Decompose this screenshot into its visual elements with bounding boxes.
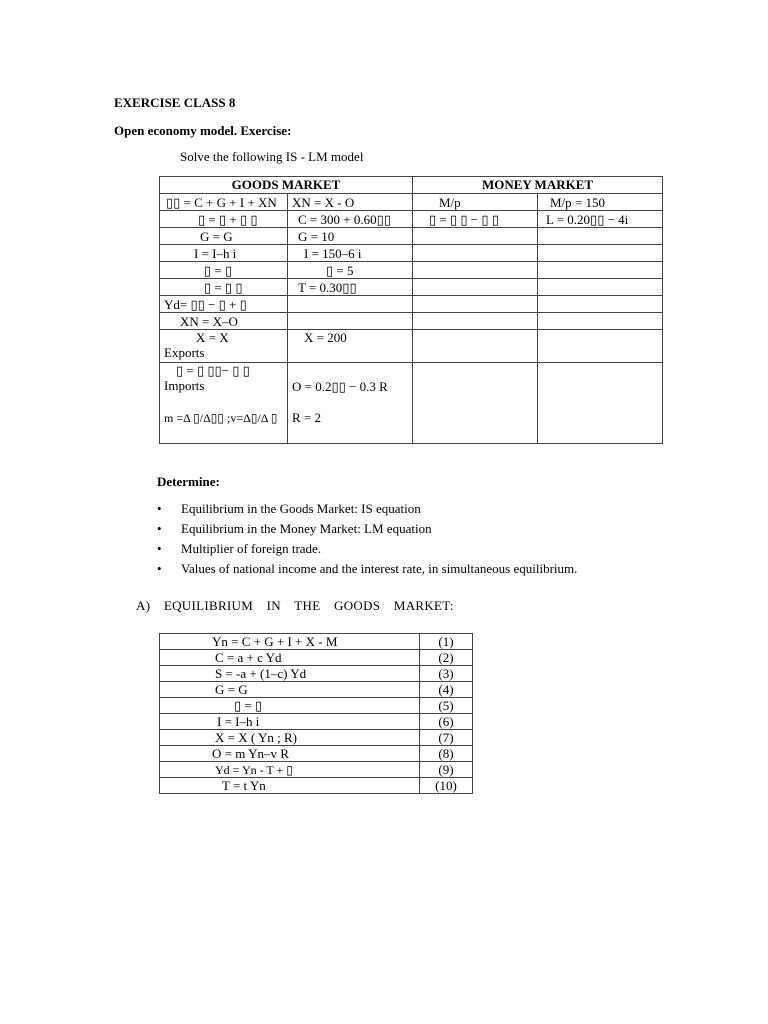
imports-equation: O = 0.2▯▯ − 0.3 R [292, 379, 388, 394]
table-cell [413, 262, 538, 279]
table-cell: I = I–h i [160, 245, 288, 262]
table-cell [538, 296, 663, 313]
table-row [160, 194, 663, 211]
table-cell: ▯ = ▯ [160, 262, 288, 279]
equation-cell: G = G [160, 682, 420, 698]
equation-number: (6) [420, 714, 473, 730]
table-cell: X = 200 [288, 330, 413, 363]
table-row [160, 666, 473, 682]
determine-list [157, 500, 577, 580]
page-title: EXERCISE CLASS 8 [114, 95, 236, 110]
table-cell [413, 313, 538, 330]
equation-number: (4) [420, 682, 473, 698]
equation-cell: O = m Yn–v R [160, 746, 420, 762]
table-row [160, 698, 473, 714]
table-cell [538, 279, 663, 296]
table-row [160, 762, 473, 778]
table-cell: ▯ = 5 [288, 262, 413, 279]
table-cell: I = 150–6 i [288, 245, 413, 262]
table-cell [288, 296, 413, 313]
model-table [159, 176, 663, 444]
equation-number: (3) [420, 666, 473, 682]
table-row [160, 650, 473, 666]
list-item: • Equilibrium in the Money Market: LM equation [157, 520, 577, 540]
table-cell: T = 0.30▯▯ [288, 279, 413, 296]
intro-text: Solve the following IS - LM model [180, 149, 364, 164]
equation-cell: S = -a + (1–c) Yd [160, 666, 420, 682]
table-cell: G = G [160, 228, 288, 245]
equation-cell: I = I–h i [160, 714, 420, 730]
table-cell: G = 10 [288, 228, 413, 245]
table-cell: M/p [413, 194, 538, 211]
table-cell [413, 228, 538, 245]
r-value: R = 2 [292, 410, 322, 425]
page-subtitle: Open economy model. Exercise: [114, 123, 292, 138]
table-row [160, 363, 663, 444]
table-row [160, 778, 473, 794]
table-cell: L = 0.20▯▯ − 4i [538, 211, 663, 228]
table-cell [538, 228, 663, 245]
imports-formula: ▯ = ▯ ▯▯− ▯ ▯ [176, 363, 250, 378]
equation-number: (10) [420, 778, 473, 794]
exports-formula: X = X [196, 330, 229, 345]
table-cell: ▯ = ▯ + ▯ ▯ [160, 211, 288, 228]
table-row [160, 211, 663, 228]
equation-cell: X = X ( Yn ; R) [160, 730, 420, 746]
table-row [160, 330, 663, 363]
table-cell [413, 330, 538, 363]
table-cell: ▯ = ▯ ▯ − ▯ ▯ [413, 211, 538, 228]
table-cell: ▯▯ = C + G + I + XN [160, 194, 288, 211]
exports-label: Exports [164, 345, 205, 360]
section-a-title: A) EQUILIBRIUM IN THE GOODS MARKET: [136, 598, 454, 613]
table-row [160, 228, 663, 245]
goods-market-header: GOODS MARKET [160, 177, 413, 194]
equation-number: (2) [420, 650, 473, 666]
table-row [160, 714, 473, 730]
table-cell: ▯ = ▯ ▯ [160, 279, 288, 296]
table-cell [413, 245, 538, 262]
table-row [160, 279, 663, 296]
table-cell [288, 363, 413, 444]
table-row [160, 746, 473, 762]
equation-number: (7) [420, 730, 473, 746]
table-row [160, 682, 473, 698]
table-row [160, 730, 473, 746]
table-cell [413, 363, 538, 444]
table-row [160, 296, 663, 313]
list-item: • Values of national income and the interest rate, in simultaneous equilibrium. [157, 560, 577, 580]
table-cell [160, 363, 288, 444]
equation-number: (9) [420, 762, 473, 778]
multiplier-formula: m =Δ ▯/Δ▯▯ ;v=Δ▯/Δ ▯ [164, 411, 278, 425]
table-cell: M/p = 150 [538, 194, 663, 211]
table-row [160, 245, 663, 262]
table-cell: XN = X - O [288, 194, 413, 211]
equation-cell: Yn = C + G + I + X - M [160, 634, 420, 650]
equation-number: (8) [420, 746, 473, 762]
table-cell [538, 330, 663, 363]
table-cell [413, 279, 538, 296]
table-cell: Yd= ▯▯ − ▯ + ▯ [160, 296, 288, 313]
equation-cell: ▯ = ▯ [160, 698, 420, 714]
table-row [160, 313, 663, 330]
equation-number: (1) [420, 634, 473, 650]
table-row [160, 634, 473, 650]
table-cell [538, 313, 663, 330]
imports-label: Imports [164, 378, 205, 393]
table-cell [288, 313, 413, 330]
table-cell [538, 262, 663, 279]
table-cell [538, 245, 663, 262]
equation-cell: T = t Yn [160, 778, 420, 794]
table-cell: XN = X–O [160, 313, 288, 330]
equation-cell: C = a + c Yd [160, 650, 420, 666]
equation-cell: Yd = Yn - T + ▯ [160, 762, 420, 778]
determine-label: Determine: [157, 474, 220, 489]
table-cell: C = 300 + 0.60▯▯ [288, 211, 413, 228]
list-item: • Equilibrium in the Goods Market: IS equation [157, 500, 577, 520]
table-cell [160, 330, 288, 363]
equation-number: (5) [420, 698, 473, 714]
money-market-header: MONEY MARKET [413, 177, 663, 194]
table-cell [538, 363, 663, 444]
table-header-row [160, 177, 663, 194]
table-row [160, 262, 663, 279]
equations-table [159, 633, 473, 794]
table-cell [413, 296, 538, 313]
list-item: • Multiplier of foreign trade. [157, 540, 577, 560]
